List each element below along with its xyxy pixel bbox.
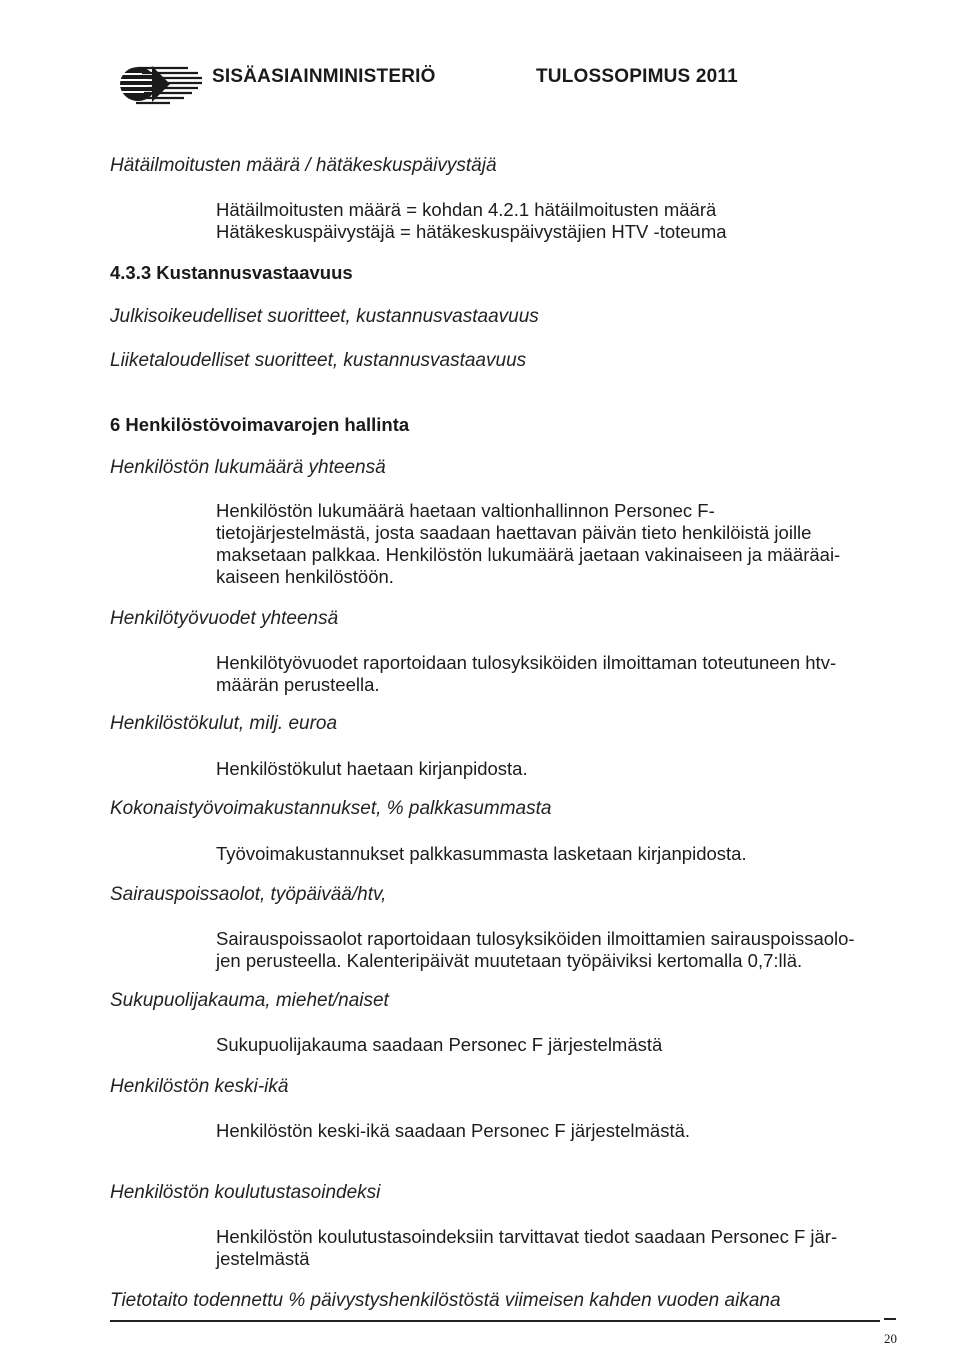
section-title: 4.3.3 Kustannusvastaavuus <box>110 262 353 283</box>
ministry-logo-icon <box>108 56 204 116</box>
body-line: määrän perusteella. <box>216 674 380 695</box>
indicator-heading: Henkilötyövuodet yhteensä <box>110 608 339 629</box>
section-heading: Liiketaloudelliset suoritteet, kustannusvastaavuus <box>110 350 527 371</box>
body-line: Hätäilmoitusten määrä = kohdan 4.2.1 hätäilmoitusten määrä <box>216 199 717 220</box>
section-heading: Hätäilmoitusten määrä / hätäkeskuspäivystäjä <box>110 155 497 176</box>
body-line: Henkilöstön lukumäärä haetaan valtionhallinnon Personec F- <box>216 500 715 521</box>
body-line: Henkilöstön koulutustasoindeksiin tarvittavat tiedot saadaan Personec F jär- <box>216 1226 838 1247</box>
body-line: jestelmästä <box>216 1248 310 1269</box>
body-line: Henkilötyövuodet raportoidaan tulosyksiköiden ilmoittaman toteutuneen htv- <box>216 652 837 673</box>
footer-divider <box>110 1320 880 1322</box>
page-number-mark <box>884 1318 896 1320</box>
body-line: Sairauspoissaolot raportoidaan tulosyksiköiden ilmoittamien sairauspoissaolo- <box>216 928 855 949</box>
indicator-heading: Sukupuolijakauma, miehet/naiset <box>110 990 389 1011</box>
body-line: maksetaan palkkaa. Henkilöstön lukumäärä jaetaan vakinaiseen ja määräai- <box>216 544 841 565</box>
body-line: tietojärjestelmästä, josta saadaan haettavan päivän tieto henkilöistä joille <box>216 522 812 543</box>
organization-name: SISÄASIAINMINISTERIÖ <box>212 66 436 87</box>
section-heading: Julkisoikeudelliset suoritteet, kustannusvastaavuus <box>110 306 539 327</box>
body-line: Hätäkeskuspäivystäjä = hätäkeskuspäivystäjien HTV -toteuma <box>216 221 727 242</box>
indicator-heading: Sairauspoissaolot, työpäivää/htv, <box>110 884 387 905</box>
document-title: TULOSSOPIMUS 2011 <box>536 66 738 87</box>
indicator-heading: Henkilöstön keski-ikä <box>110 1076 289 1097</box>
body-line: Sukupuolijakauma saadaan Personec F järjestelmästä <box>216 1034 663 1055</box>
body-line: Henkilöstön keski-ikä saadaan Personec F järjestelmästä. <box>216 1120 691 1141</box>
indicator-heading: Henkilöstön lukumäärä yhteensä <box>110 457 386 478</box>
body-line: Työvoimakustannukset palkkasummasta lasketaan kirjanpidosta. <box>216 843 747 864</box>
page-number: 20 <box>884 1331 897 1346</box>
body-line: jen perusteella. Kalenteripäivät muutetaan työpäiviksi kertomalla 0,7:llä. <box>216 950 803 971</box>
body-line: kaiseen henkilöstöön. <box>216 566 394 587</box>
section-title: 6 Henkilöstövoimavarojen hallinta <box>110 414 410 435</box>
body-line: Henkilöstökulut haetaan kirjanpidosta. <box>216 758 528 779</box>
indicator-heading: Henkilöstön koulutustasoindeksi <box>110 1182 381 1203</box>
indicator-heading: Henkilöstökulut, milj. euroa <box>110 713 338 734</box>
indicator-heading: Tietotaito todennettu % päivystyshenkilöstöstä viimeisen kahden vuoden aikana <box>110 1290 781 1311</box>
indicator-heading: Kokonaistyövoimakustannukset, % palkkasummasta <box>110 798 552 819</box>
